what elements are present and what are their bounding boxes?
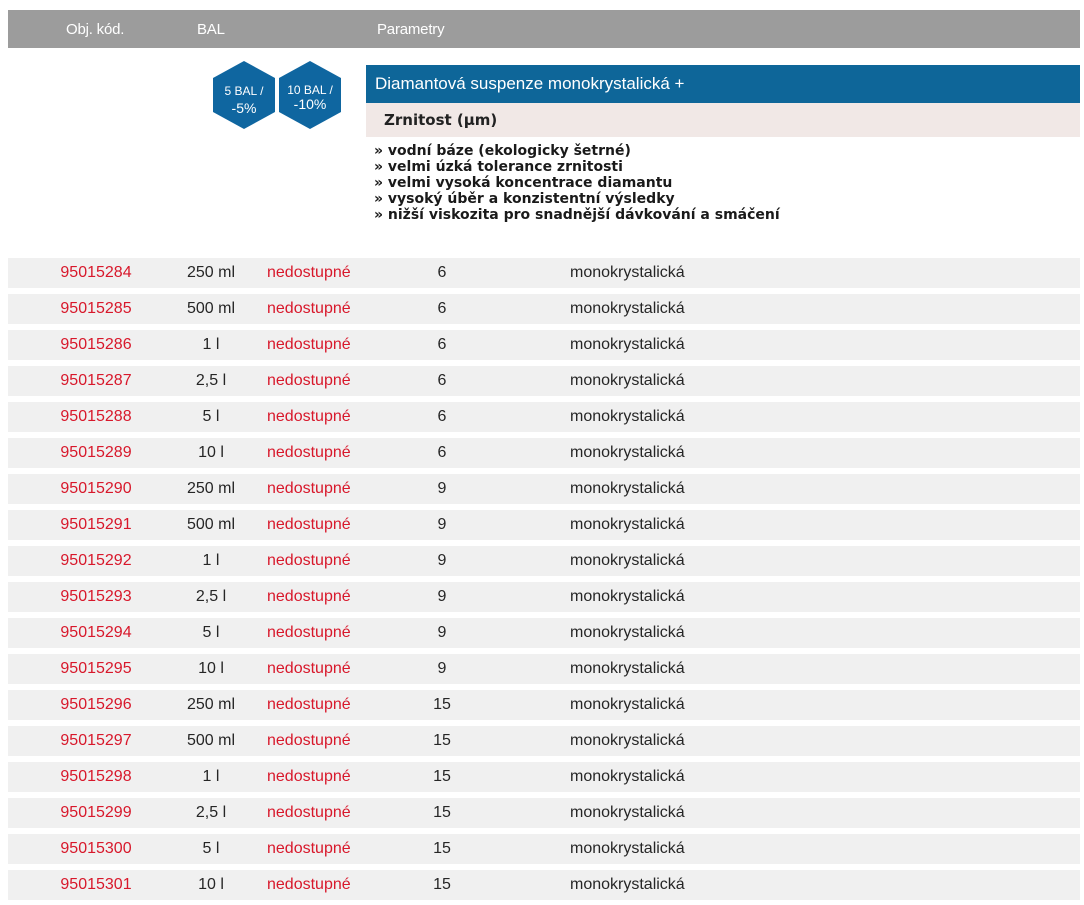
product-code-link[interactable]: 95015286	[60, 336, 132, 353]
product-type: monokrystalická	[570, 552, 685, 569]
product-code-link[interactable]: 95015301	[60, 876, 132, 893]
discount-badge-5	[212, 60, 276, 130]
product-type: monokrystalická	[570, 480, 685, 497]
grain-size-value: 6	[437, 300, 447, 317]
availability-status: nedostupné	[267, 588, 351, 605]
grain-size-value: 9	[437, 480, 447, 497]
table-row	[8, 258, 1080, 288]
table-header	[8, 10, 1080, 48]
table-row	[8, 546, 1080, 576]
badge-10-line2: -10%	[293, 96, 327, 112]
product-type: monokrystalická	[570, 840, 685, 857]
package-size: 250 ml	[186, 264, 236, 281]
feature-list	[374, 143, 780, 223]
grain-size-value: 6	[437, 408, 447, 425]
table-row	[8, 294, 1080, 324]
product-code-link[interactable]: 95015291	[60, 516, 132, 533]
product-type: monokrystalická	[570, 768, 685, 785]
feature-item: » velmi vysoká koncentrace diamantu	[374, 175, 673, 191]
grain-size-value: 9	[437, 516, 447, 533]
grain-size-value: 9	[437, 588, 447, 605]
package-size: 1 l	[202, 768, 220, 785]
feature-item: » velmi úzká tolerance zrnitosti	[374, 159, 623, 175]
product-type: monokrystalická	[570, 372, 685, 389]
availability-status: nedostupné	[267, 552, 351, 569]
package-size: 1 l	[202, 552, 220, 569]
grain-size-value: 15	[433, 876, 451, 893]
grain-size-value: 6	[437, 336, 447, 353]
table-row	[8, 654, 1080, 684]
availability-status: nedostupné	[267, 300, 351, 317]
grain-size-value: 15	[433, 696, 451, 713]
table-row	[8, 762, 1080, 792]
table-row	[8, 438, 1080, 468]
feature-item: » vysoký úběr a konzistentní výsledky	[374, 191, 675, 207]
grain-size-value: 9	[437, 552, 447, 569]
product-code-link[interactable]: 95015284	[60, 264, 132, 281]
feature-item: » vodní báze (ekologicky šetrné)	[374, 143, 631, 159]
header-code-label: Obj. kód.	[66, 21, 125, 38]
package-size: 250 ml	[186, 480, 236, 497]
product-type: monokrystalická	[570, 732, 685, 749]
feature-item: » nižší viskozita pro snadnější dávkování a smáčení	[374, 207, 780, 223]
grain-size-value: 15	[433, 768, 451, 785]
table-row	[8, 402, 1080, 432]
product-code-link[interactable]: 95015292	[60, 552, 132, 569]
product-rows	[8, 258, 1080, 905]
table-row	[8, 330, 1080, 360]
availability-status: nedostupné	[267, 840, 351, 857]
grain-size-value: 9	[437, 660, 447, 677]
package-size: 10 l	[198, 876, 224, 893]
grain-size-value: 15	[433, 732, 451, 749]
badge-5-line2: -5%	[231, 100, 257, 116]
package-size: 5 l	[202, 624, 220, 641]
package-size: 10 l	[198, 444, 224, 461]
header-params-label: Parametry	[377, 21, 445, 38]
product-type: monokrystalická	[570, 696, 685, 713]
availability-status: nedostupné	[267, 804, 351, 821]
product-code-link[interactable]: 95015299	[60, 804, 132, 821]
product-code-link[interactable]: 95015288	[60, 408, 132, 425]
badge-10-line1: 10 BAL /	[287, 83, 333, 97]
grain-size-value: 6	[437, 264, 447, 281]
availability-status: nedostupné	[267, 336, 351, 353]
table-row	[8, 510, 1080, 540]
product-type: monokrystalická	[570, 516, 685, 533]
availability-status: nedostupné	[267, 624, 351, 641]
package-size: 2,5 l	[195, 588, 227, 605]
discount-badge-10	[278, 60, 342, 130]
availability-status: nedostupné	[267, 480, 351, 497]
table-row	[8, 690, 1080, 720]
availability-status: nedostupné	[267, 696, 351, 713]
availability-status: nedostupné	[267, 408, 351, 425]
package-size: 5 l	[202, 840, 220, 857]
product-type: monokrystalická	[570, 444, 685, 461]
availability-status: nedostupné	[267, 660, 351, 677]
package-size: 10 l	[198, 660, 224, 677]
availability-status: nedostupné	[267, 516, 351, 533]
product-code-link[interactable]: 95015295	[60, 660, 132, 677]
grain-size-value: 6	[437, 444, 447, 461]
product-code-link[interactable]: 95015297	[60, 732, 132, 749]
grain-size-value: 6	[437, 372, 447, 389]
availability-status: nedostupné	[267, 264, 351, 281]
table-row	[8, 834, 1080, 864]
table-row	[8, 582, 1080, 612]
grain-size-value: 15	[433, 840, 451, 857]
table-row	[8, 726, 1080, 756]
product-code-link[interactable]: 95015296	[60, 696, 132, 713]
package-size: 500 ml	[186, 732, 236, 749]
table-row	[8, 870, 1080, 900]
product-code-link[interactable]: 95015298	[60, 768, 132, 785]
product-type: monokrystalická	[570, 876, 685, 893]
table-row	[8, 798, 1080, 828]
availability-status: nedostupné	[267, 876, 351, 893]
product-type: monokrystalická	[570, 804, 685, 821]
availability-status: nedostupné	[267, 372, 351, 389]
package-size: 2,5 l	[195, 372, 227, 389]
availability-status: nedostupné	[267, 444, 351, 461]
product-code-link[interactable]: 95015300	[60, 840, 132, 857]
product-code-link[interactable]: 95015285	[60, 300, 132, 317]
package-size: 2,5 l	[195, 804, 227, 821]
badge-5-line1: 5 BAL /	[224, 84, 264, 98]
product-type: monokrystalická	[570, 408, 685, 425]
table-row	[8, 474, 1080, 504]
package-size: 5 l	[202, 408, 220, 425]
availability-status: nedostupné	[267, 768, 351, 785]
product-code-link[interactable]: 95015290	[60, 480, 132, 497]
product-type: monokrystalická	[570, 300, 685, 317]
product-code-link[interactable]: 95015287	[60, 372, 132, 389]
grain-size-value: 15	[433, 804, 451, 821]
package-size: 250 ml	[186, 696, 236, 713]
package-size: 500 ml	[186, 300, 236, 317]
product-type: monokrystalická	[570, 336, 685, 353]
product-code-link[interactable]: 95015294	[60, 624, 132, 641]
availability-status: nedostupné	[267, 732, 351, 749]
package-size: 1 l	[202, 336, 220, 353]
grain-size-column-label: Zrnitost (μm)	[366, 103, 1080, 137]
product-type: monokrystalická	[570, 660, 685, 677]
table-row	[8, 366, 1080, 396]
product-type: monokrystalická	[570, 264, 685, 281]
discount-badges	[212, 60, 362, 132]
product-type: monokrystalická	[570, 588, 685, 605]
product-code-link[interactable]: 95015289	[60, 444, 132, 461]
grain-size-value: 9	[437, 624, 447, 641]
table-row	[8, 618, 1080, 648]
product-type: monokrystalická	[570, 624, 685, 641]
package-size: 500 ml	[186, 516, 236, 533]
product-code-link[interactable]: 95015293	[60, 588, 132, 605]
header-bal-label: BAL	[197, 21, 225, 38]
product-title: Diamantová suspenze monokrystalická +	[366, 65, 1080, 103]
